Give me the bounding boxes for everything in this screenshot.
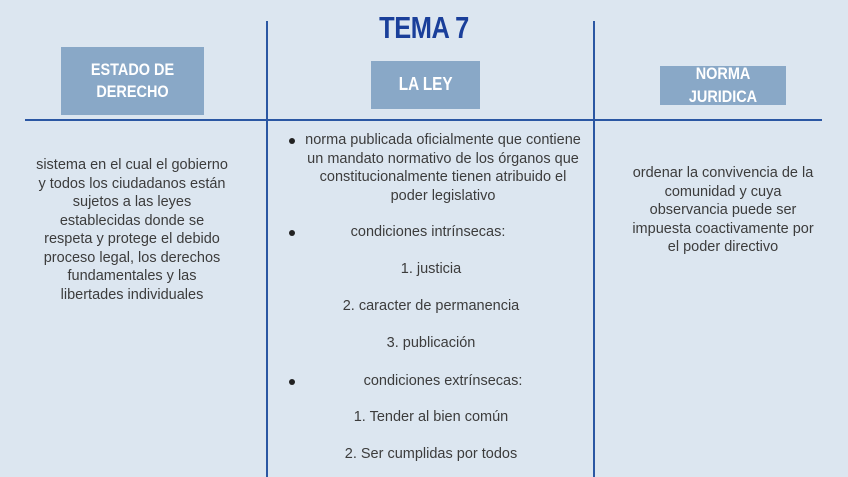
norma-juridica-definition: ordenar la convivencia de la comunidad y cuya observancia puede ser impuesta coactivamente por el poder directivo bbox=[632, 165, 814, 255]
bullet-icon bbox=[289, 138, 295, 144]
header-estado-de-derecho-label: ESTADO DE DERECHO bbox=[90, 59, 175, 101]
la-ley-definition: norma publicada oficialmente que contiene un mandato normativo de los órganos que constitucionalmente tienen atribuido el poder legislativo bbox=[305, 132, 581, 204]
condiciones-intrinsecas-label: condiciones intrínsecas: bbox=[350, 224, 506, 240]
list-item: 3. publicación bbox=[386, 335, 476, 351]
header-la-ley bbox=[371, 61, 480, 109]
condiciones-extrinsecas-label: condiciones extrínsecas: bbox=[363, 373, 523, 389]
estado-de-derecho-definition: sistema en el cual el gobierno y todos los ciudadanos están sujetos a las leyes establecidas donde se respeta y protege el debido proceso legal, los derechos fundamentales y las libertades individuales bbox=[36, 157, 228, 303]
list-item: 2. caracter de permanencia bbox=[342, 298, 520, 314]
list-item: 2. Ser cumplidas por todos bbox=[344, 446, 518, 462]
bullet-icon bbox=[289, 379, 295, 385]
page-title: TEMA 7 bbox=[379, 10, 469, 45]
header-estado-de-derecho bbox=[61, 47, 204, 115]
list-item: 1. Tender al bien común bbox=[353, 409, 509, 425]
header-norma-juridica bbox=[660, 66, 786, 105]
header-divider bbox=[25, 119, 822, 121]
bullet-icon bbox=[289, 230, 295, 236]
list-item: 1. justicia bbox=[400, 261, 462, 277]
header-norma-juridica-label: NORMA JURIDICA bbox=[688, 64, 758, 106]
header-la-ley-label: LA LEY bbox=[398, 74, 453, 95]
